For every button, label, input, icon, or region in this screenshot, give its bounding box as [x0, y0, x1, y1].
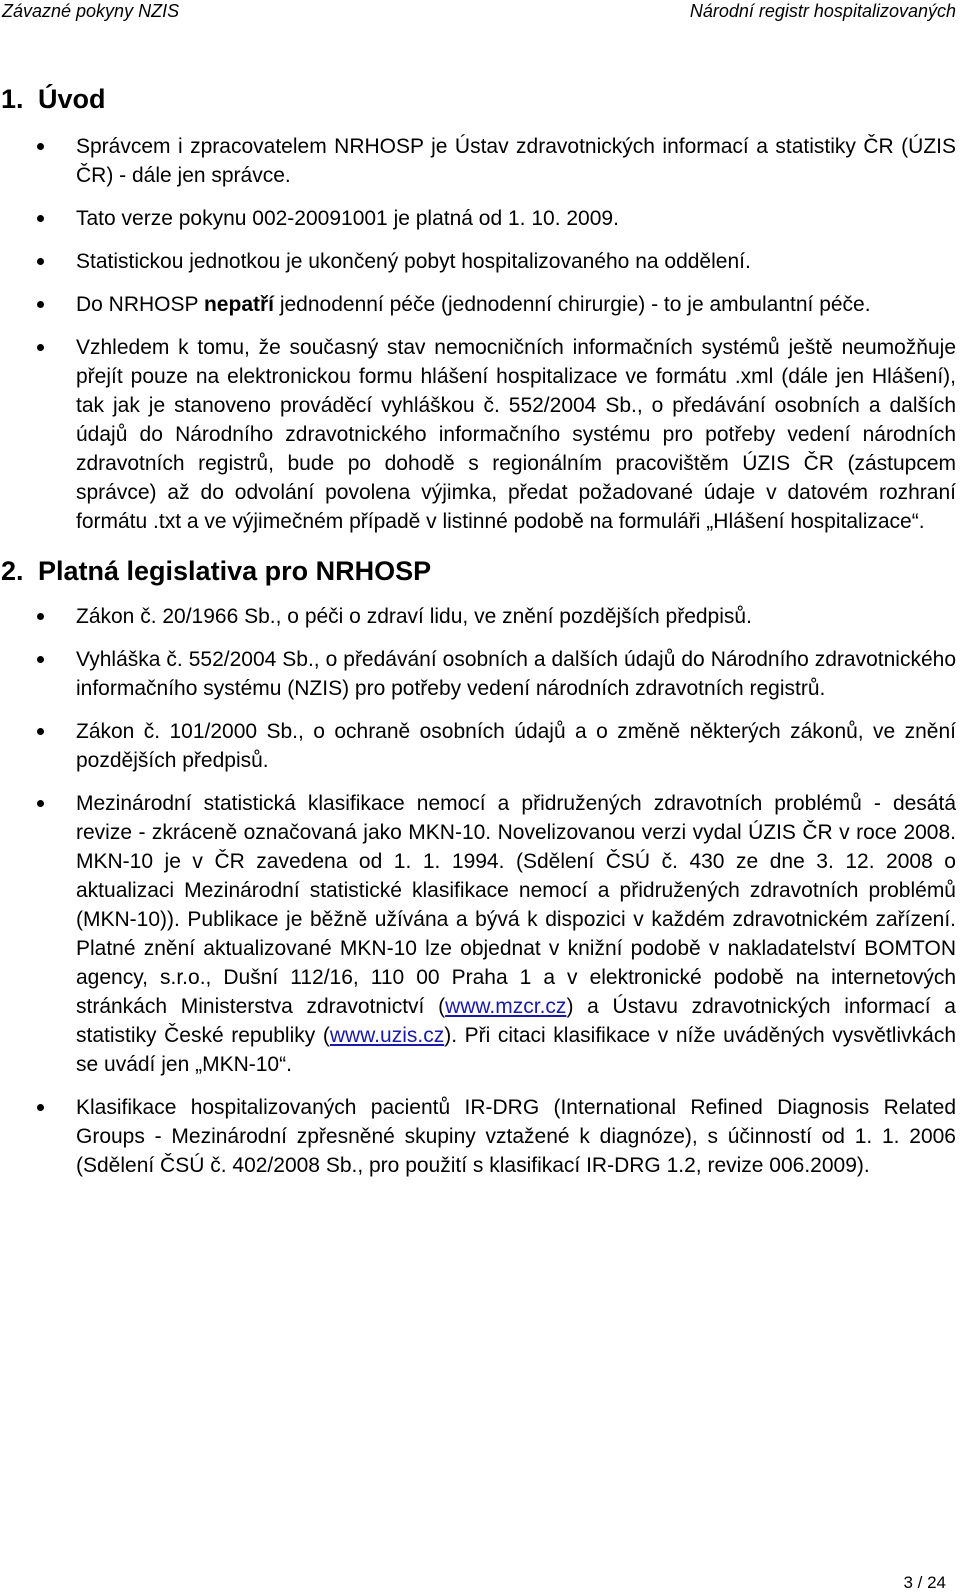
list-item — [0, 132, 958, 190]
section-number: 2. — [1, 556, 24, 586]
mzcr-link[interactable]: www.mzcr.cz — [445, 995, 567, 1018]
list-item-text-part3: ). Při citaci klasifikace v níže uváděných vysvětlivkách se uvádí jen „MKN-10“. — [76, 1024, 956, 1076]
list-item-text: Statistickou jednotkou je ukončený pobyt hospitalizovaného na oddělení. — [76, 250, 751, 273]
list-item — [0, 1093, 958, 1180]
bullet-icon — [37, 344, 44, 351]
section-title: Úvod — [38, 84, 106, 114]
list-item — [0, 290, 958, 319]
list-item-text-part2: ) a Ústavu zdravotnických informací a statistiky České republiky ( — [76, 995, 956, 1047]
bullet-icon — [37, 143, 44, 150]
page-number: 3 / 24 — [903, 1573, 946, 1592]
bullet-icon — [37, 800, 44, 807]
header-registry-title: Národní registr hospitalizovaných — [689, 1, 956, 21]
list-item-text: Tato verze pokynu 002-20091001 je platná od 1. 10. 2009. — [76, 207, 619, 230]
list-item-text: Zákon č. 101/2000 Sb., o ochraně osobních údajů a o změně některých zákonů, ve znění pozdějších předpisů. — [76, 720, 956, 772]
uvod-bullet-list — [0, 132, 958, 536]
section-number: 1. — [1, 84, 24, 114]
legislativa-bullet-list — [0, 602, 958, 1180]
bullet-icon — [37, 656, 44, 663]
header-document-title: Závazné pokyny NZIS — [2, 1, 180, 21]
section-heading-uvod — [1, 82, 958, 116]
list-item-text-before: Do NRHOSP — [76, 293, 204, 316]
list-item — [0, 247, 958, 276]
bullet-icon — [37, 613, 44, 620]
list-item — [0, 789, 958, 1079]
page-header — [0, 0, 960, 24]
list-item — [0, 717, 958, 775]
bullet-icon — [37, 728, 44, 735]
list-item — [0, 602, 958, 631]
list-item-text-after: jednodenní péče (jednodenní chirurgie) - to je ambulantní péče. — [274, 293, 871, 316]
uzis-link[interactable]: www.uzis.cz — [329, 1024, 445, 1047]
section-title: Platná legislativa pro NRHOSP — [38, 556, 432, 586]
list-item-text: Klasifikace hospitalizovaných pacientů IR-DRG (International Refined Diagnosis Related Groups - Mezinárodní zpřesněné skupiny vztažené k diagnóze), s účinností od 1. 1. 2006 (Sdělení ČSÚ č. 402/2008 Sb., pro použití s klasifikací IR-DRG 1.2, revize 006.2009). — [76, 1096, 956, 1177]
bullet-icon — [37, 301, 44, 308]
list-item-text: Zákon č. 20/1966 Sb., o péči o zdraví lidu, ve znění pozdějších předpisů. — [76, 605, 752, 628]
list-item — [0, 333, 958, 536]
bullet-icon — [37, 258, 44, 265]
list-item — [0, 645, 958, 703]
document-body — [0, 82, 958, 1194]
section-heading-legislativa — [1, 554, 958, 588]
list-item-text-part1: Mezinárodní statistická klasifikace nemocí a přidružených zdravotních problémů - desátá revize - zkráceně označovaná jako MKN-10. Novelizovanou verzi vydal ÚZIS ČR v roce 2008. MKN-10 je v ČR zavedena od 1. 1. 1994. (Sdělení ČSÚ č. 430 ze dne 3. 12. 2008 o aktualizaci Mezinárodní statistické klasifikace nemocí a přidružených zdravotních problémů (MKN-10)). Publikace je běžně užívána a bývá k dispozici v každém zdravotnickém zařízení. Platné znění aktualizované MKN-10 lze objednat v knižní podobě v nakladatelství BOMTON agency, s.r.o., Dušní 112/16, 110 00 Praha 1 a v elektronické podobě na internetových stránkách Ministerstva zdravotnictví ( — [76, 792, 956, 1018]
list-item-text: Správcem i zpracovatelem NRHOSP je Ústav zdravotnických informací a statistiky ČR (ÚZIS ČR) - dále jen správce. — [76, 135, 956, 187]
list-item — [0, 204, 958, 233]
bullet-icon — [37, 215, 44, 222]
list-item-text: Vyhláška č. 552/2004 Sb., o předávání osobních a dalších údajů do Národního zdravotnického informačního systému (NZIS) pro potřeby vedení národních zdravotních registrů. — [76, 648, 956, 700]
emphasis-text: nepatří — [203, 293, 274, 316]
bullet-icon — [37, 1104, 44, 1111]
list-item-text: Vzhledem k tomu, že současný stav nemocničních informačních systémů ještě neumožňuje přejít pouze na elektronickou formu hlášení hospitalizace ve formátu .xml (dále jen Hlášení), tak jak je stanoveno prováděcí vyhláškou č. 552/2004 Sb., o předávání osobních a dalších údajů do Národního zdravotnického informačního systému pro potřeby vedení národních zdravotních registrů, bude po dohodě s regionálním pracovištěm ÚZIS ČR (zástupcem správce) až do odvolání povolena výjimka, předat požadované údaje v datovém rozhraní formátu .txt a ve výjimečném případě v listinné podobě na formuláři „Hlášení hospitalizace“. — [76, 336, 956, 533]
